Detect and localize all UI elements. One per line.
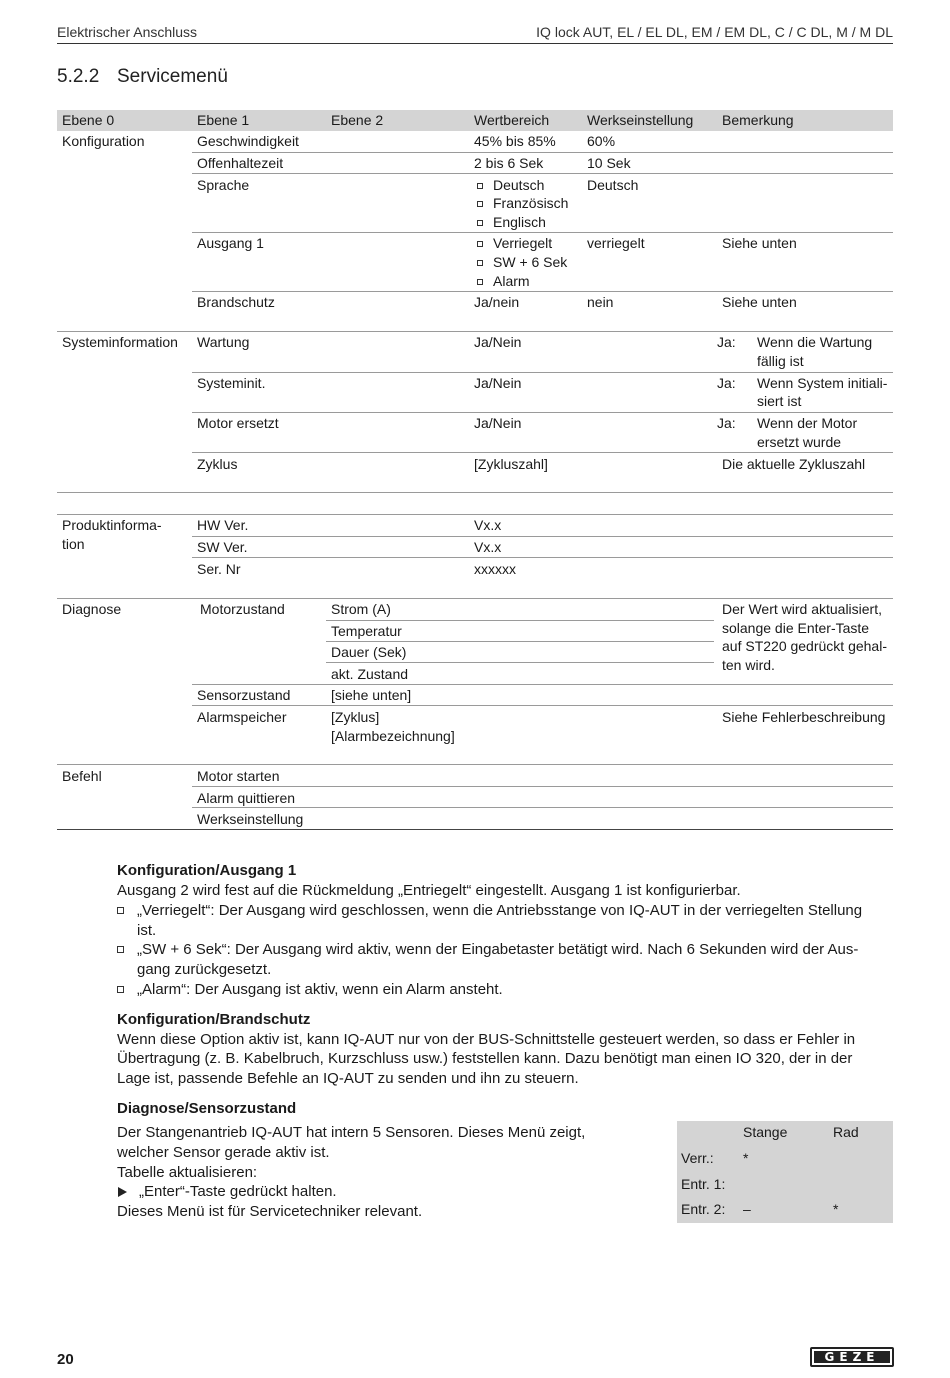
group-systeminformation: Systeminformation <box>62 334 178 350</box>
zyklus-range: [Zykluszahl] <box>474 456 548 472</box>
motor-note-line: ten wird. <box>722 657 775 673</box>
sensor-row-stange: * <box>743 1150 749 1166</box>
alarm-sub-item: [Zyklus] <box>331 709 380 725</box>
column-header-ebene0: Ebene 0 <box>62 112 115 128</box>
group-divider <box>57 764 893 765</box>
column-header-wertbereich: Wertbereich <box>474 112 550 128</box>
group-divider <box>57 331 893 332</box>
row-divider <box>326 662 714 663</box>
row-divider <box>192 705 893 706</box>
row-sw-version: SW Ver. <box>197 539 248 555</box>
running-header-chapter: Elektrischer Anschluss <box>57 24 198 40</box>
row-divider <box>326 620 714 621</box>
ausgang-note: Siehe unten <box>722 235 797 251</box>
sensor-row-stange: – <box>743 1201 751 1217</box>
sprache-option: Französisch <box>493 195 569 211</box>
motor-note-line: Wenn der Motor <box>757 415 858 431</box>
header-divider <box>57 43 893 44</box>
group-divider <box>57 514 893 515</box>
motor-range: Ja/Nein <box>474 415 522 431</box>
geze-logo-text: GEZE <box>814 1351 890 1363</box>
alarm-note: Siehe Fehlerbeschreibung <box>722 709 886 725</box>
geschwindigkeit-default: 60% <box>587 133 616 149</box>
bullet-marker <box>117 907 124 914</box>
motor-note-line: solange die Enter-Taste <box>722 620 870 636</box>
row-ausgang-1: Ausgang 1 <box>197 235 264 251</box>
heading-ausgang: Konfiguration/Ausgang 1 <box>117 862 297 879</box>
row-zyklus: Zyklus <box>197 456 238 472</box>
brandschutz-note: Siehe unten <box>722 294 797 310</box>
group-divider <box>57 598 893 599</box>
ausgang-option: Verriegelt <box>493 235 553 251</box>
ausgang-intro: Ausgang 2 wird fest auf die Rückmeldung „Entriegelt“ eingestellt. Ausgang 1 ist konfigurierbar. <box>117 882 741 899</box>
geze-logo <box>810 1347 894 1367</box>
row-systeminit: Systeminit. <box>197 375 266 391</box>
motor-sub-item: akt. Zustand <box>331 666 409 682</box>
row-divider <box>192 684 893 685</box>
sensor-col-stange: Stange <box>743 1124 788 1140</box>
sensor-line: Dieses Menü ist für Servicetechniker relevant. <box>117 1203 423 1220</box>
row-divider <box>192 536 893 537</box>
ausgang-default: verriegelt <box>587 235 645 251</box>
action-arrow-icon <box>118 1187 127 1197</box>
zyklus-note: Die aktuelle Zykluszahl <box>722 456 866 472</box>
row-divider <box>192 232 893 233</box>
column-header-bemerkung: Bemerkung <box>722 112 794 128</box>
sprache-option: Deutsch <box>493 177 545 193</box>
hw-version-value: Vx.x <box>474 517 502 533</box>
row-motor-ersetzt: Motor ersetzt <box>197 415 279 431</box>
sprache-default: Deutsch <box>587 177 639 193</box>
wartung-note-line: Wenn die Wartung <box>757 334 873 350</box>
serial-number-value: xxxxxx <box>474 561 516 577</box>
section-title: Servicemenü <box>117 66 228 87</box>
column-header-ebene1: Ebene 1 <box>197 112 250 128</box>
sensor-status-table <box>677 1121 893 1223</box>
ausgang-bullet-line: gang zurückgesetzt. <box>137 961 272 978</box>
brandschutz-default: nein <box>587 294 614 310</box>
motor-sub-item: Dauer (Sek) <box>331 644 407 660</box>
motor-prefix: Ja: <box>717 415 736 431</box>
row-divider <box>326 641 714 642</box>
sensor-row-rad: * <box>833 1201 839 1217</box>
row-serial-number: Ser. Nr <box>197 561 241 577</box>
wartung-range: Ja/Nein <box>474 334 522 350</box>
brandschutz-line: Wenn diese Option aktiv ist, kann IQ-AUT nur von der BUS-Schnittstelle gesteuert werden, so dass er Fehler in <box>117 1031 856 1048</box>
systeminit-range: Ja/Nein <box>474 375 522 391</box>
row-divider <box>192 291 893 292</box>
brandschutz-line: Übertragung (z. B. Kabelbruch, Kurzschluss usw.) feststellen kann. Dazu benötigt man einen IO 320, der in der <box>117 1050 853 1067</box>
sensor-row-label: Verr.: <box>681 1150 714 1166</box>
row-offenhaltezeit: Offenhaltezeit <box>197 155 284 171</box>
ausgang-option: SW + 6 Sek <box>493 254 568 270</box>
row-divider <box>192 152 893 153</box>
row-brandschutz: Brandschutz <box>197 294 275 310</box>
group-produktinformation-cont: tion <box>62 536 85 552</box>
row-divider <box>192 372 893 373</box>
row-alarmspeicher: Alarmspeicher <box>197 709 287 725</box>
befehl-item: Werkseinstellung <box>197 811 304 827</box>
page-number: 20 <box>57 1351 74 1368</box>
ausgang-bullet-line: ist. <box>137 922 157 939</box>
motor-note-line: auf ST220 gedrückt gehal- <box>722 638 887 654</box>
sensor-col-rad: Rad <box>833 1124 859 1140</box>
group-diagnose: Diagnose <box>62 601 122 617</box>
group-befehl: Befehl <box>62 768 102 784</box>
ausgang-option: Alarm <box>493 273 530 289</box>
column-header-ebene2: Ebene 2 <box>331 112 384 128</box>
alarm-sub-item: [Alarmbezeichnung] <box>331 728 455 744</box>
group-konfiguration: Konfiguration <box>62 133 145 149</box>
befehl-item: Motor starten <box>197 768 280 784</box>
row-sensorzustand: Sensorzustand <box>197 687 291 703</box>
bullet-marker <box>117 986 124 993</box>
running-header-product: IQ lock AUT, EL / EL DL, EM / EM DL, C / C DL, M / M DL <box>536 24 893 40</box>
geschwindigkeit-range: 45% bis 85% <box>474 133 556 149</box>
row-hw-version: HW Ver. <box>197 517 249 533</box>
sensor-line: Tabelle aktualisieren: <box>117 1164 258 1181</box>
ausgang-bullet-line: „Verriegelt“: Der Ausgang wird geschlossen, wenn die Antriebsstange von IQ-AUT in der verriegelten Stellung <box>137 902 863 919</box>
row-sprache: Sprache <box>197 177 250 193</box>
sensor-row-label: Entr. 1: <box>681 1176 726 1192</box>
row-divider <box>192 412 893 413</box>
befehl-item: Alarm quittieren <box>197 790 296 806</box>
sw-version-value: Vx.x <box>474 539 502 555</box>
motor-sub-item: Strom (A) <box>331 601 391 617</box>
sensor-line: welcher Sensor gerade aktiv ist. <box>117 1144 330 1161</box>
sensor-line: Der Stangenantrieb IQ-AUT hat intern 5 Sensoren. Dieses Menü zeigt, <box>117 1124 586 1141</box>
sensor-action-step: „Enter“-Taste gedrückt halten. <box>139 1183 337 1200</box>
brandschutz-range: Ja/nein <box>474 294 520 310</box>
brandschutz-line: Lage ist, passende Befehle an IQ-AUT zu senden und ihn zu steuern. <box>117 1070 579 1087</box>
ausgang-bullet-line: „SW + 6 Sek“: Der Ausgang wird aktiv, wenn der Eingabetaster betätigt wird. Nach 6 Sekunden wird der Aus- <box>137 941 859 958</box>
row-divider <box>192 452 893 453</box>
systeminit-prefix: Ja: <box>717 375 736 391</box>
ausgang-bullet-line: „Alarm“: Der Ausgang ist aktiv, wenn ein Alarm ansteht. <box>137 981 503 998</box>
sensor-row-label: Entr. 2: <box>681 1201 726 1217</box>
section-number: 5.2.2 <box>57 66 100 87</box>
offenhaltezeit-range: 2 bis 6 Sek <box>474 155 544 171</box>
bullet-marker <box>117 946 124 953</box>
motor-note-line: ersetzt wurde <box>757 434 842 450</box>
offenhaltezeit-default: 10 Sek <box>587 155 631 171</box>
motor-note-line: Der Wert wird aktualisiert, <box>722 601 883 617</box>
heading-brandschutz: Konfiguration/Brandschutz <box>117 1011 311 1028</box>
row-divider <box>192 557 893 558</box>
row-divider <box>192 786 893 787</box>
table-bottom-rule <box>57 829 893 830</box>
row-divider <box>192 807 893 808</box>
systeminit-note-line: Wenn System initiali- <box>757 375 888 391</box>
group-produktinformation: Produktinforma- <box>62 517 162 533</box>
systeminit-note-line: siert ist <box>757 393 802 409</box>
group-divider <box>57 492 893 493</box>
wartung-note-line: fällig ist <box>757 353 804 369</box>
sprache-option: Englisch <box>493 214 546 230</box>
motor-sub-item: Temperatur <box>331 623 402 639</box>
column-header-werkseinstellung: Werkseinstellung <box>587 112 694 128</box>
wartung-prefix: Ja: <box>717 334 736 350</box>
row-motorzustand: Motorzustand <box>200 601 285 617</box>
row-wartung: Wartung <box>197 334 250 350</box>
row-geschwindigkeit: Geschwindigkeit <box>197 133 299 149</box>
heading-sensorzustand: Diagnose/Sensorzustand <box>117 1100 297 1117</box>
sensor-sub-item: [siehe unten] <box>331 687 412 703</box>
row-divider <box>192 173 893 174</box>
